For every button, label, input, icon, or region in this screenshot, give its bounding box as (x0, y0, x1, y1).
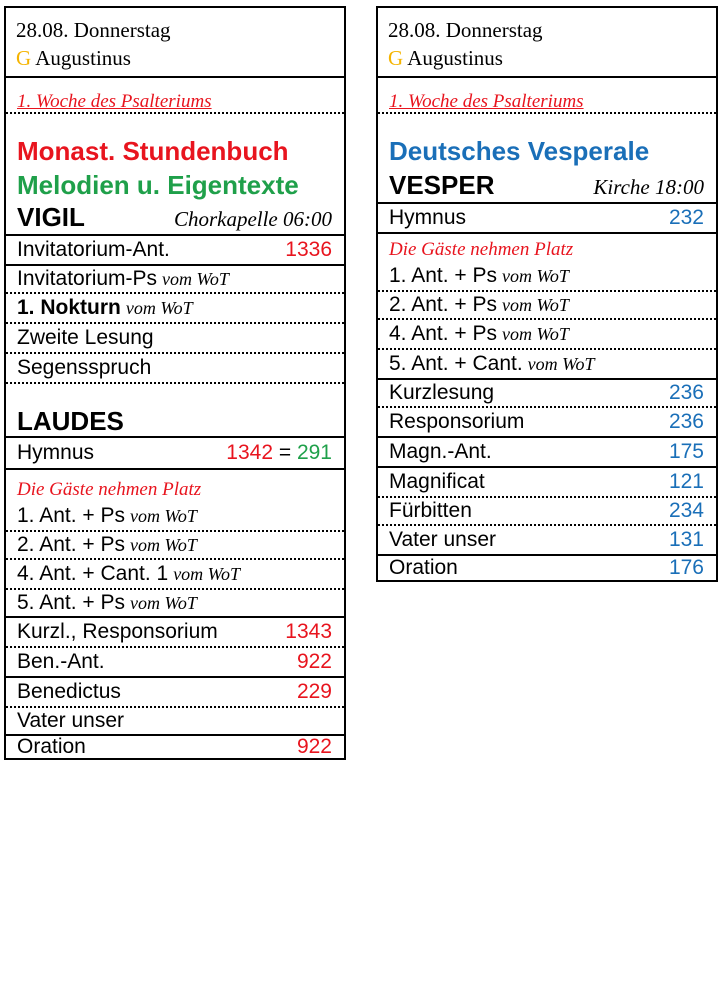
item-label: Kurzl., Responsorium (17, 620, 218, 643)
item-note: vom WoT (501, 265, 569, 286)
item-label: Responsorium (389, 410, 525, 433)
item-label: Kurzlesung (389, 381, 495, 404)
page-number: 922 (296, 735, 332, 758)
item-label: 2. Ant. + Ps (389, 293, 497, 316)
item-note: vom WoT (129, 592, 197, 613)
page-number-alt: 291 (296, 441, 332, 464)
list-item (6, 264, 344, 294)
psalter-week: 1. Woche des Psalteriums (17, 91, 212, 112)
list-item (6, 502, 344, 532)
list-item (6, 324, 344, 354)
item-label: Oration (17, 735, 86, 758)
page-number: 1342 (226, 441, 274, 464)
item-label: Vater unser (17, 709, 124, 732)
item-label: Invitatorium-Ps (17, 267, 158, 290)
list-item (6, 648, 344, 678)
list-item (378, 468, 716, 498)
vesper-heading (389, 170, 704, 201)
page-number: 922 (296, 650, 332, 673)
item-label: 5. Ant. + Cant. (389, 352, 523, 375)
list-item (378, 292, 716, 320)
list-item (378, 526, 716, 554)
vesper-location: Kirche 18:00 (593, 175, 704, 199)
date: 28.08. Donnerstag (16, 18, 171, 42)
item-note: vom WoT (527, 353, 595, 374)
item-label: 1. Nokturn (17, 296, 121, 319)
vigil-location: Chorkapelle 06:00 (173, 207, 332, 231)
item-label: Vater unser (389, 528, 496, 551)
vigil-title: VIGIL (17, 202, 85, 232)
laudes-title: LAUDES (17, 406, 124, 436)
list-item (378, 554, 716, 580)
book-title: Monast. Stundenbuch (17, 136, 289, 166)
list-item (6, 616, 344, 648)
item-note: vom WoT (501, 294, 569, 315)
item-label: 5. Ant. + Ps (17, 591, 125, 614)
item-label: 1. Ant. + Ps (17, 504, 125, 527)
book-subtitle: Melodien u. Eigentexte (17, 170, 299, 200)
list-item (6, 734, 344, 758)
item-label: 4. Ant. + Cant. 1 (17, 562, 169, 585)
guests-note-row (378, 238, 716, 262)
list-item (6, 294, 344, 324)
list-item (378, 498, 716, 526)
rank-letter: G (16, 46, 32, 70)
page-number: 236 (668, 410, 704, 433)
list-item (378, 262, 716, 292)
page-number: 1343 (285, 620, 332, 643)
vigil-heading (17, 202, 332, 233)
item-label: Benedictus (17, 680, 121, 703)
list-item (6, 532, 344, 560)
item-note: vom WoT (129, 534, 197, 555)
date-header (6, 6, 344, 78)
date-header (378, 6, 716, 78)
guests-note: Die Gäste nehmen Platz (17, 479, 202, 500)
item-label: Invitatorium-Ant. (17, 238, 170, 261)
equals-sign: = (273, 441, 297, 464)
saint-line (16, 44, 344, 72)
page-number: 232 (668, 206, 704, 229)
page-number: 131 (668, 528, 704, 551)
item-label: Hymnus (389, 206, 467, 229)
item-note: vom WoT (125, 297, 193, 318)
item-label: Oration (389, 556, 458, 579)
item-label: Zweite Lesung (17, 326, 154, 349)
page-number: 236 (668, 381, 704, 404)
saint-line (388, 44, 716, 72)
vesper-title: VESPER (389, 170, 495, 200)
item-label: Fürbitten (389, 499, 472, 522)
page-number: 229 (296, 680, 332, 703)
guests-note-row (6, 478, 344, 502)
list-item (6, 234, 344, 264)
laudes-vigil-card (4, 6, 346, 760)
book-title: Deutsches Vesperale (389, 136, 650, 166)
item-label: Magnificat (389, 470, 485, 493)
laudes-heading (17, 406, 332, 437)
saint-name: Augustinus (407, 46, 503, 70)
list-item (378, 320, 716, 350)
rank-letter: G (388, 46, 404, 70)
list-item (378, 202, 716, 234)
item-label: Segensspruch (17, 356, 152, 379)
saint-name: Augustinus (35, 46, 131, 70)
list-item (6, 436, 344, 470)
guests-note: Die Gäste nehmen Platz (389, 239, 574, 260)
list-item (378, 378, 716, 408)
list-item (378, 350, 716, 378)
list-item (6, 560, 344, 590)
page-number: 234 (668, 499, 704, 522)
date: 28.08. Donnerstag (388, 18, 543, 42)
page-number: 176 (668, 556, 704, 579)
item-note: vom WoT (501, 323, 569, 344)
page-number: 121 (668, 470, 704, 493)
vesper-card (376, 6, 718, 582)
list-item (6, 354, 344, 384)
item-note: vom WoT (173, 563, 241, 584)
item-note: vom WoT (162, 268, 229, 289)
item-label: Magn.-Ant. (389, 440, 492, 463)
page-number: 175 (668, 440, 704, 463)
item-label: Ben.-Ant. (17, 650, 105, 673)
list-item (6, 708, 344, 734)
item-label: Hymnus (17, 441, 95, 464)
psalter-week: 1. Woche des Psalteriums (389, 91, 584, 112)
list-item (6, 590, 344, 616)
item-note: vom WoT (129, 505, 197, 526)
item-label: 2. Ant. + Ps (17, 533, 125, 556)
list-item (378, 408, 716, 438)
list-item (6, 678, 344, 708)
item-label: 1. Ant. + Ps (389, 264, 497, 287)
page-number: 1336 (285, 238, 332, 261)
item-label: 4. Ant. + Ps (389, 322, 497, 345)
list-item (378, 438, 716, 468)
